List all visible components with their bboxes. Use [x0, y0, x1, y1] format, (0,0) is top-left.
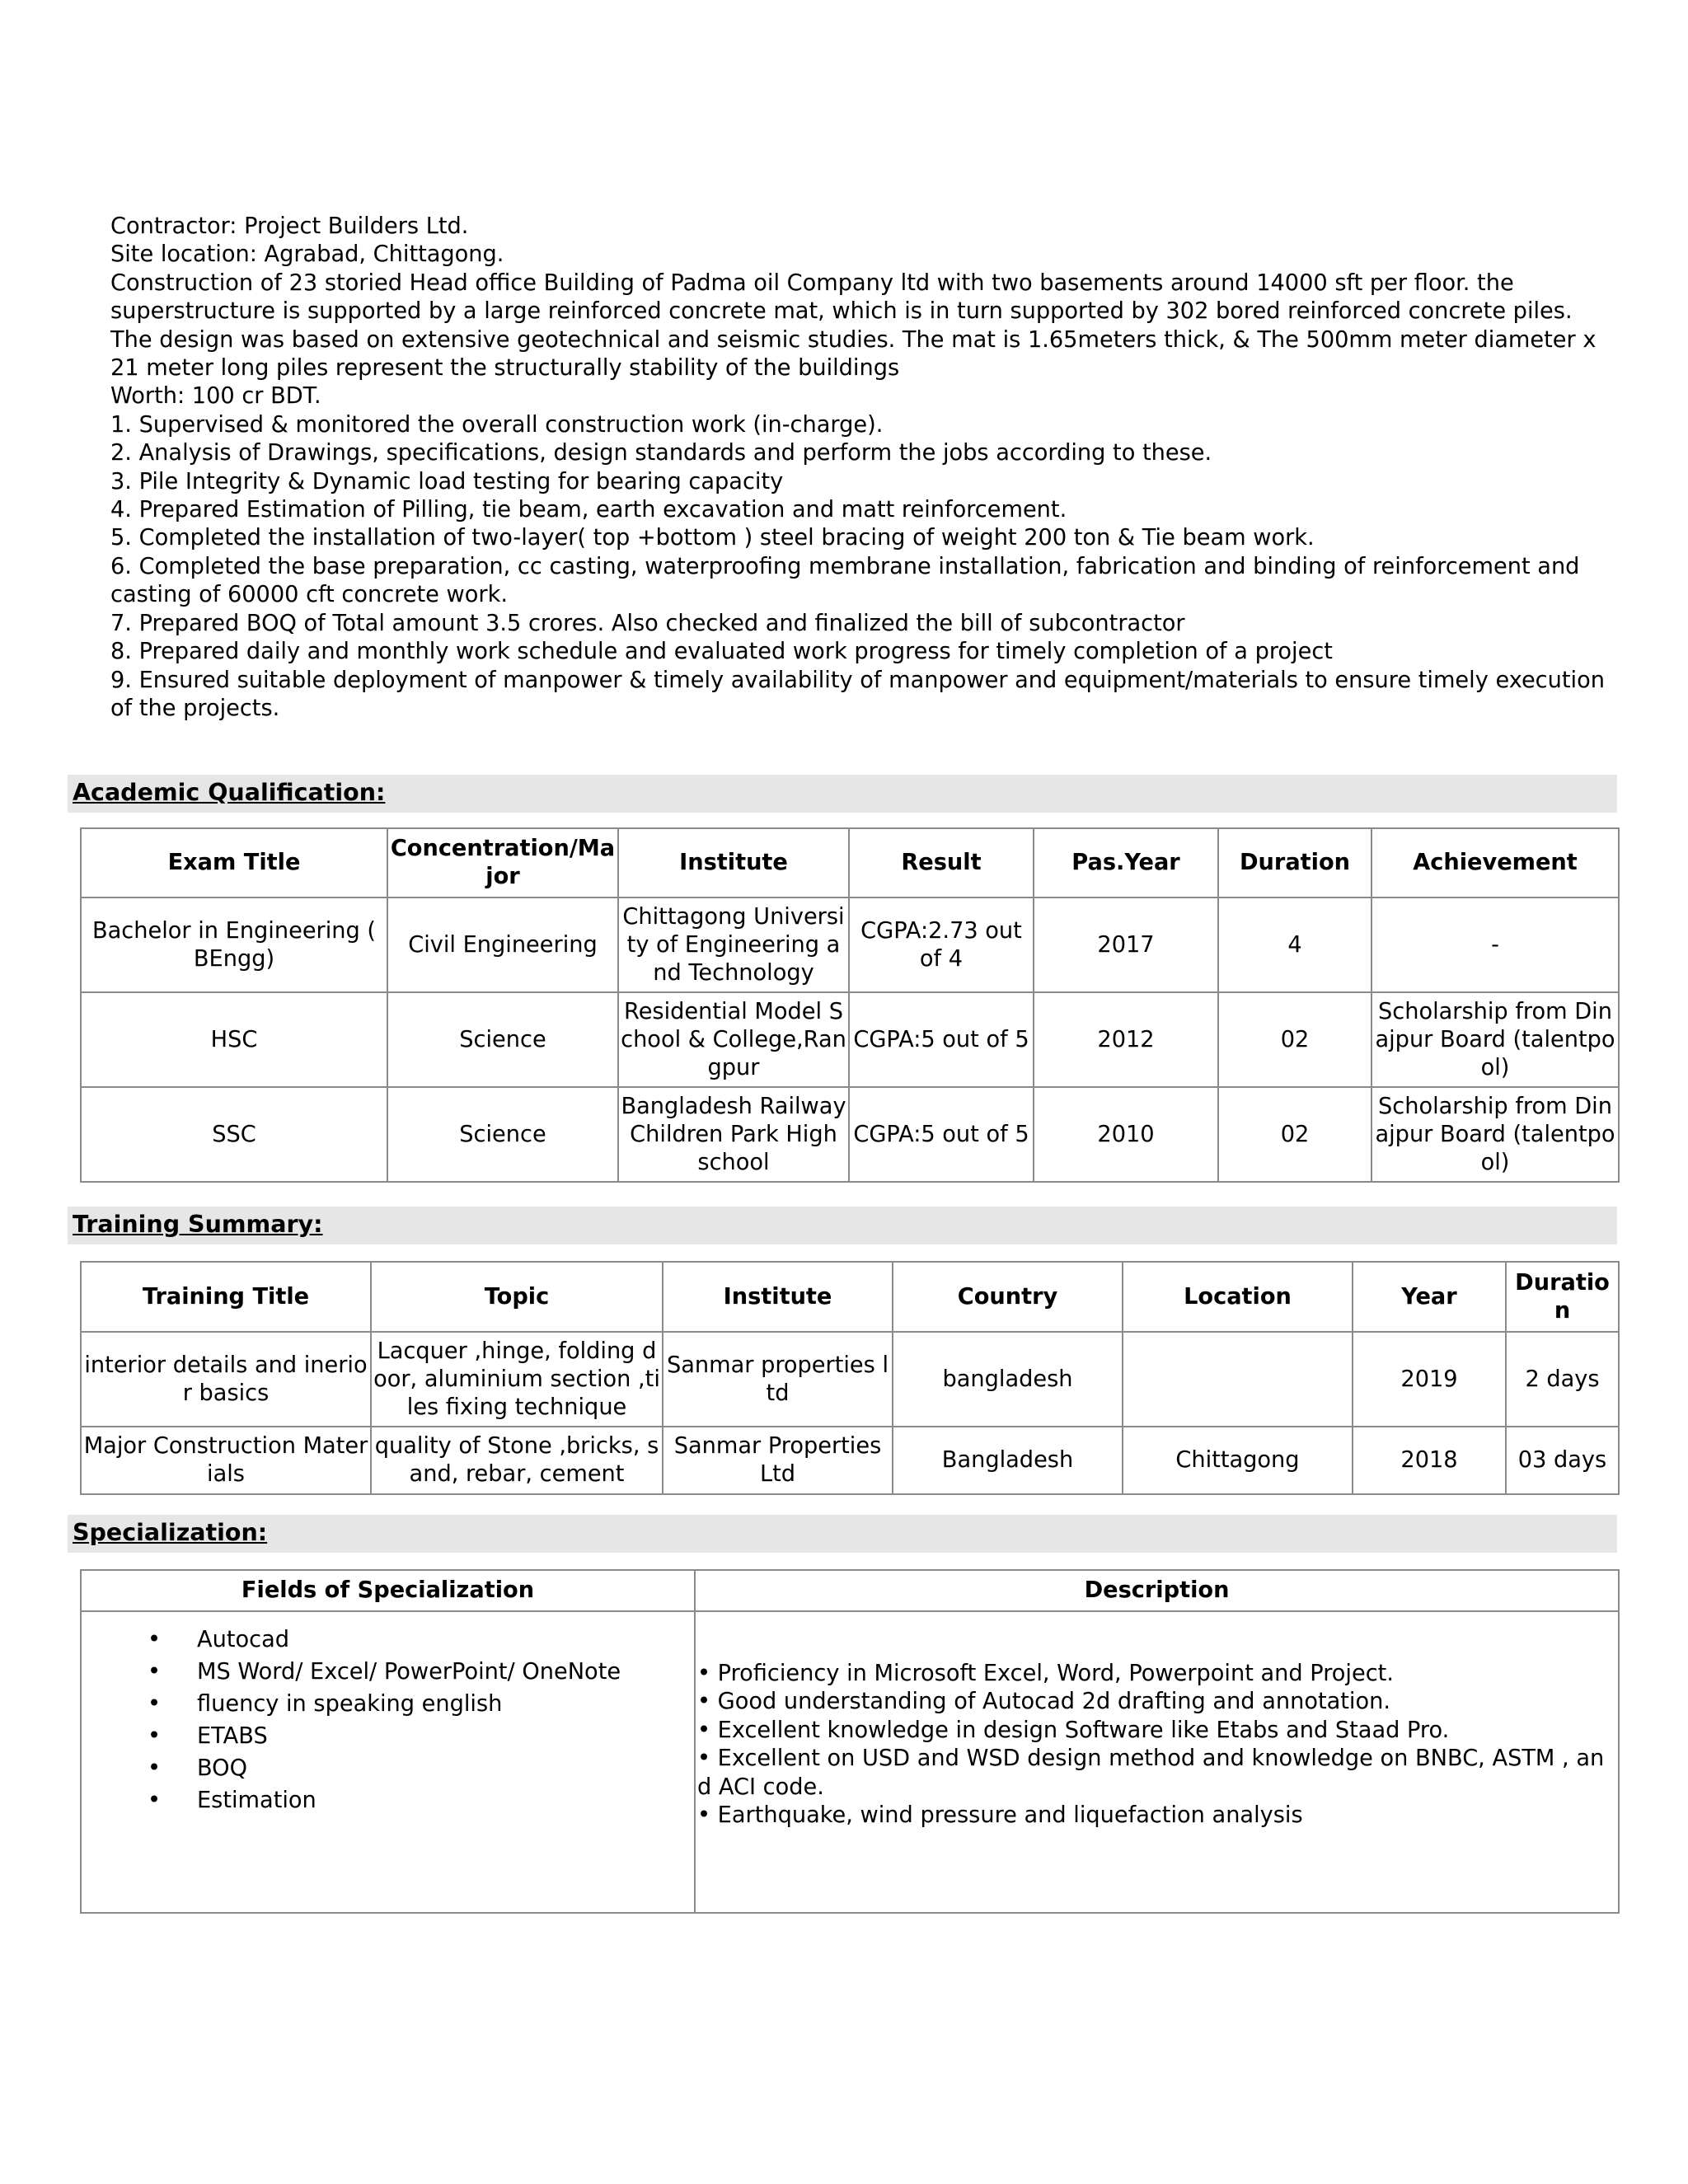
institute: Chittagong University of Engineering and Technology	[618, 898, 849, 992]
result: CGPA:5 out of 5	[849, 1087, 1034, 1182]
table-row	[81, 992, 1619, 1087]
exam-title: Bachelor in Engineering ( BEngg)	[81, 898, 387, 992]
country: bangladesh	[893, 1332, 1123, 1427]
institute: Bangladesh Railway Children Park High school	[618, 1087, 849, 1182]
topic: quality of Stone ,bricks, sand, rebar, cement	[371, 1427, 663, 1494]
intro-line: 9. Ensured suitable deployment of manpower & timely availability of manpower and equipment/materials to ensure timely execution of the projects.	[110, 667, 1612, 721]
intro-line: Site location: Agrabad, Chittagong.	[110, 241, 504, 268]
specialization-table	[80, 1569, 1620, 1914]
col-duration: Duration	[1506, 1262, 1619, 1332]
list-item: • BOQ	[83, 1752, 692, 1784]
training-table	[80, 1261, 1620, 1495]
col-location: Location	[1123, 1262, 1353, 1332]
duration: 02	[1218, 1087, 1372, 1182]
intro-line: 8. Prepared daily and monthly work schedule and evaluated work progress for timely completion of a project	[110, 639, 1333, 665]
col-result: Result	[849, 828, 1034, 898]
institute: Residential Model School & College,Rangpur	[618, 992, 849, 1087]
achievement: Scholarship from Dinajpur Board (talentpool)	[1372, 992, 1619, 1087]
duration: 4	[1218, 898, 1372, 992]
year: 2018	[1353, 1427, 1506, 1494]
list-item: • ETABS	[83, 1720, 692, 1752]
training-heading-bar	[68, 1207, 1617, 1244]
achievement: Scholarship from Dinajpur Board (talentpool)	[1372, 1087, 1619, 1182]
list-item: • MS Word/ Excel/ PowerPoint/ OneNote	[83, 1656, 692, 1688]
intro-line: 5. Completed the installation of two-layer( top +bottom ) steel bracing of weight 200 ton & Tie beam work.	[110, 525, 1315, 551]
col-pass-year: Pas.Year	[1034, 828, 1218, 898]
intro-line: Construction of 23 storied Head office Building of Padma oil Company ltd with two basements around 14000 sft per floor. the superstructure is supported by a large reinforced concrete mat, which is in turn supported by 302 bored reinforced concrete piles. The design was based on extensive geotechnical and seismic studies. The mat is 1.65meters thick, & The 500mm meter diameter x 21 meter long piles represent the structurally stability of the buildings	[110, 269, 1604, 382]
list-item: • Proficiency in Microsoft Excel, Word, Powerpoint and Project.	[697, 1661, 1394, 1686]
col-topic: Topic	[371, 1262, 663, 1332]
training-title: interior details and inerior basics	[81, 1332, 371, 1427]
duration: 2 days	[1506, 1332, 1619, 1427]
training-header-row	[81, 1262, 1619, 1332]
achievement: -	[1372, 898, 1619, 992]
specialization-heading-bar	[68, 1515, 1617, 1553]
list-item: • fluency in speaking english	[83, 1688, 692, 1720]
col-description: Description	[695, 1570, 1619, 1611]
location	[1123, 1332, 1353, 1427]
pass-year: 2012	[1034, 992, 1218, 1087]
list-item: • Excellent on USD and WSD design method and knowledge on BNBC, ASTM , and ACI code.	[697, 1746, 1605, 1800]
country: Bangladesh	[893, 1427, 1123, 1494]
list-item: • Earthquake, wind pressure and liquefaction analysis	[697, 1802, 1303, 1829]
topic: Lacquer ,hinge, folding door, aluminium section ,tiles fixing technique	[371, 1332, 663, 1427]
intro-line: Contractor: Project Builders Ltd.	[110, 213, 469, 239]
academic-heading: Academic Qualification:	[73, 779, 386, 806]
col-country: Country	[893, 1262, 1123, 1332]
fields-cell	[81, 1611, 695, 1913]
fields-list	[83, 1624, 692, 1816]
institute: Sanmar Properties Ltd	[663, 1427, 893, 1494]
list-item: • Good understanding of Autocad 2d drafting and annotation.	[697, 1689, 1390, 1715]
table-row	[81, 1332, 1619, 1427]
table-row	[81, 1087, 1619, 1182]
intro-line: 1. Supervised & monitored the overall construction work (in-charge).	[110, 411, 884, 438]
table-row	[81, 1427, 1619, 1494]
col-exam-title: Exam Title	[81, 828, 387, 898]
list-item: • Excellent knowledge in design Software like Etabs and Staad Pro.	[697, 1717, 1450, 1743]
duration: 03 days	[1506, 1427, 1619, 1494]
col-institute: Institute	[618, 828, 849, 898]
result: CGPA:5 out of 5	[849, 992, 1034, 1087]
col-duration: Duration	[1218, 828, 1372, 898]
specialization-header-row	[81, 1570, 1619, 1611]
pass-year: 2010	[1034, 1087, 1218, 1182]
result: CGPA:2.73 out of 4	[849, 898, 1034, 992]
col-achievement: Achievement	[1372, 828, 1619, 898]
duration: 02	[1218, 992, 1372, 1087]
col-institute: Institute	[663, 1262, 893, 1332]
academic-header-row	[81, 828, 1619, 898]
table-row	[81, 1611, 1619, 1913]
col-year: Year	[1353, 1262, 1506, 1332]
specialization-heading: Specialization:	[73, 1519, 268, 1546]
col-fields: Fields of Specialization	[81, 1570, 695, 1611]
exam-title: SSC	[81, 1087, 387, 1182]
academic-heading-bar	[68, 775, 1617, 813]
intro-line: 3. Pile Integrity & Dynamic load testing for bearing capacity	[110, 468, 784, 494]
intro-line: 4. Prepared Estimation of Pilling, tie beam, earth excavation and matt reinforcement.	[110, 497, 1067, 523]
pass-year: 2017	[1034, 898, 1218, 992]
location: Chittagong	[1123, 1427, 1353, 1494]
training-title: Major Construction Materials	[81, 1427, 371, 1494]
intro-line: 7. Prepared BOQ of Total amount 3.5 crores. Also checked and finalized the bill of subcontractor	[110, 610, 1185, 636]
exam-title: HSC	[81, 992, 387, 1087]
academic-table	[80, 827, 1620, 1183]
training-heading: Training Summary:	[73, 1211, 323, 1238]
project-description	[110, 213, 1619, 723]
concentration: Science	[387, 1087, 618, 1182]
list-item: • Autocad	[83, 1624, 692, 1656]
concentration: Science	[387, 992, 618, 1087]
description-list	[697, 1660, 1616, 1830]
year: 2019	[1353, 1332, 1506, 1427]
col-training-title: Training Title	[81, 1262, 371, 1332]
institute: Sanmar properties ltd	[663, 1332, 893, 1427]
list-item: • Estimation	[83, 1784, 692, 1816]
col-concentration: Concentration/Major	[387, 828, 618, 898]
description-cell	[695, 1611, 1619, 1913]
table-row	[81, 898, 1619, 992]
concentration: Civil Engineering	[387, 898, 618, 992]
intro-line: Worth: 100 cr BDT.	[110, 383, 321, 410]
intro-line: 2. Analysis of Drawings, specifications, design standards and perform the jobs according to these.	[110, 440, 1212, 466]
intro-line: 6. Completed the base preparation, cc casting, waterproofing membrane installation, fabrication and binding of reinforcement and casting of 60000 cft concrete work.	[110, 553, 1587, 608]
